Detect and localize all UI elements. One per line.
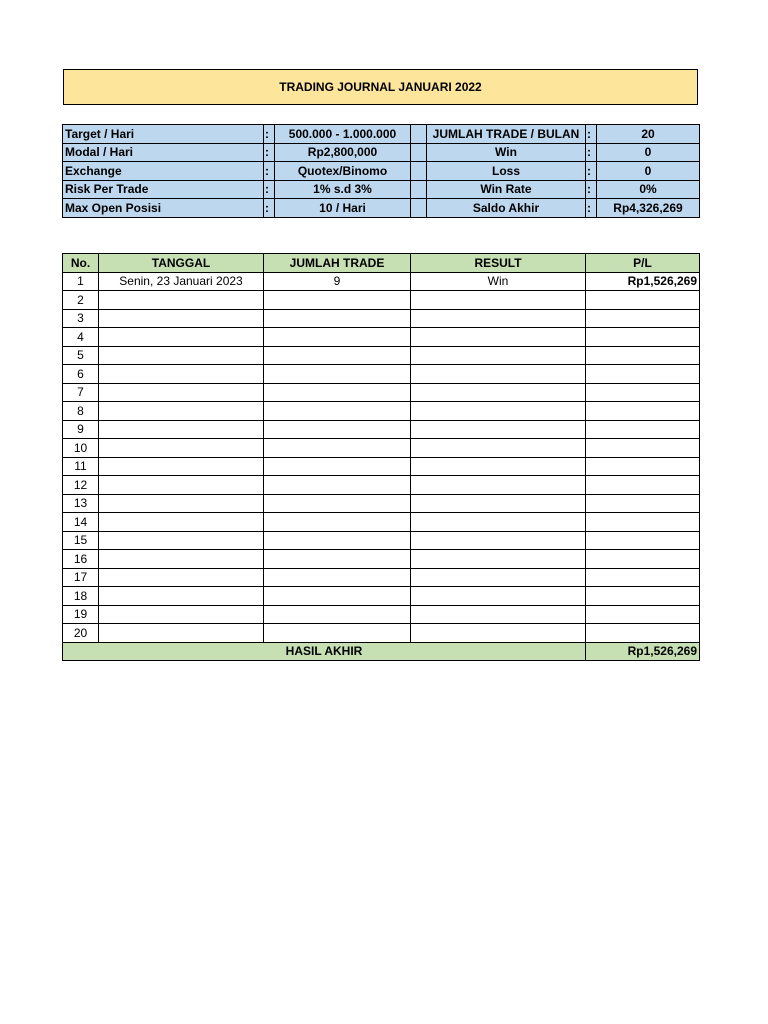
summary-table	[62, 124, 700, 218]
cell-result	[411, 568, 586, 587]
summary-stat-label: Win Rate	[427, 180, 586, 199]
table-row	[63, 291, 700, 310]
table-row	[63, 365, 700, 384]
header-no: No.	[63, 254, 99, 273]
cell-tanggal: Senin, 23 Januari 2023	[99, 272, 264, 291]
summary-stat-value: 0	[597, 143, 700, 162]
cell-no: 15	[63, 531, 99, 550]
cell-pl	[586, 291, 700, 310]
journal-title: TRADING JOURNAL JANUARI 2022	[63, 69, 698, 105]
cell-result	[411, 457, 586, 476]
cell-result	[411, 531, 586, 550]
cell-pl	[586, 365, 700, 384]
cell-jumlah-trade	[264, 494, 411, 513]
cell-jumlah-trade: 9	[264, 272, 411, 291]
cell-no: 11	[63, 457, 99, 476]
cell-result	[411, 383, 586, 402]
cell-jumlah-trade	[264, 402, 411, 421]
cell-jumlah-trade	[264, 346, 411, 365]
cell-tanggal	[99, 605, 264, 624]
cell-no: 6	[63, 365, 99, 384]
total-row	[63, 642, 700, 661]
cell-pl	[586, 402, 700, 421]
cell-no: 5	[63, 346, 99, 365]
cell-result	[411, 624, 586, 643]
table-row	[63, 402, 700, 421]
cell-pl	[586, 309, 700, 328]
cell-no: 1	[63, 272, 99, 291]
table-row	[63, 605, 700, 624]
table-row	[63, 513, 700, 532]
table-row	[63, 568, 700, 587]
cell-jumlah-trade	[264, 550, 411, 569]
summary-colon: :	[586, 125, 597, 144]
summary-row	[63, 180, 700, 199]
cell-pl	[586, 420, 700, 439]
summary-spacer	[411, 162, 427, 181]
header-tanggal: TANGGAL	[99, 254, 264, 273]
cell-pl	[586, 624, 700, 643]
summary-colon: :	[586, 143, 597, 162]
cell-pl	[586, 568, 700, 587]
summary-spacer	[411, 199, 427, 218]
cell-tanggal	[99, 568, 264, 587]
cell-no: 14	[63, 513, 99, 532]
cell-result	[411, 420, 586, 439]
summary-value: Quotex/Binomo	[275, 162, 411, 181]
cell-tanggal	[99, 383, 264, 402]
summary-colon: :	[264, 162, 275, 181]
cell-jumlah-trade	[264, 624, 411, 643]
summary-colon: :	[264, 143, 275, 162]
cell-jumlah-trade	[264, 457, 411, 476]
cell-jumlah-trade	[264, 568, 411, 587]
cell-result	[411, 346, 586, 365]
cell-tanggal	[99, 550, 264, 569]
cell-pl	[586, 550, 700, 569]
journal-header-row	[63, 254, 700, 273]
cell-jumlah-trade	[264, 365, 411, 384]
summary-spacer	[411, 143, 427, 162]
cell-no: 12	[63, 476, 99, 495]
journal-table	[62, 253, 700, 661]
summary-row	[63, 162, 700, 181]
summary-stat-value: Rp4,326,269	[597, 199, 700, 218]
cell-result	[411, 291, 586, 310]
cell-jumlah-trade	[264, 291, 411, 310]
cell-tanggal	[99, 439, 264, 458]
cell-pl	[586, 439, 700, 458]
cell-pl: Rp1,526,269	[586, 272, 700, 291]
summary-stat-value: 0%	[597, 180, 700, 199]
cell-jumlah-trade	[264, 439, 411, 458]
cell-jumlah-trade	[264, 309, 411, 328]
table-row	[63, 420, 700, 439]
cell-result	[411, 605, 586, 624]
cell-no: 9	[63, 420, 99, 439]
cell-pl	[586, 494, 700, 513]
table-row	[63, 494, 700, 513]
cell-tanggal	[99, 346, 264, 365]
summary-colon: :	[586, 180, 597, 199]
table-row	[63, 587, 700, 606]
summary-stat-value: 20	[597, 125, 700, 144]
summary-stat-value: 0	[597, 162, 700, 181]
total-label: HASIL AKHIR	[63, 642, 586, 661]
cell-jumlah-trade	[264, 420, 411, 439]
summary-stat-label: JUMLAH TRADE / BULAN	[427, 125, 586, 144]
cell-no: 19	[63, 605, 99, 624]
cell-pl	[586, 531, 700, 550]
cell-pl	[586, 513, 700, 532]
summary-label: Modal / Hari	[63, 143, 264, 162]
table-row	[63, 272, 700, 291]
cell-jumlah-trade	[264, 383, 411, 402]
cell-result	[411, 587, 586, 606]
summary-colon: :	[264, 180, 275, 199]
cell-pl	[586, 328, 700, 347]
table-row	[63, 624, 700, 643]
cell-pl	[586, 605, 700, 624]
cell-result	[411, 550, 586, 569]
cell-tanggal	[99, 494, 264, 513]
summary-colon: :	[264, 125, 275, 144]
cell-result	[411, 309, 586, 328]
cell-jumlah-trade	[264, 476, 411, 495]
table-row	[63, 346, 700, 365]
cell-tanggal	[99, 420, 264, 439]
cell-no: 4	[63, 328, 99, 347]
cell-tanggal	[99, 365, 264, 384]
cell-tanggal	[99, 513, 264, 532]
total-value: Rp1,526,269	[586, 642, 700, 661]
cell-pl	[586, 346, 700, 365]
cell-jumlah-trade	[264, 531, 411, 550]
cell-pl	[586, 457, 700, 476]
cell-no: 10	[63, 439, 99, 458]
cell-result	[411, 328, 586, 347]
summary-colon: :	[264, 199, 275, 218]
summary-stat-label: Win	[427, 143, 586, 162]
cell-result	[411, 365, 586, 384]
summary-label: Max Open Posisi	[63, 199, 264, 218]
cell-tanggal	[99, 476, 264, 495]
cell-tanggal	[99, 402, 264, 421]
cell-no: 16	[63, 550, 99, 569]
cell-jumlah-trade	[264, 328, 411, 347]
table-row	[63, 476, 700, 495]
cell-pl	[586, 383, 700, 402]
summary-colon: :	[586, 162, 597, 181]
table-row	[63, 309, 700, 328]
table-row	[63, 457, 700, 476]
summary-value: Rp2,800,000	[275, 143, 411, 162]
cell-jumlah-trade	[264, 587, 411, 606]
summary-stat-label: Loss	[427, 162, 586, 181]
cell-pl	[586, 587, 700, 606]
table-row	[63, 439, 700, 458]
summary-row	[63, 125, 700, 144]
cell-tanggal	[99, 587, 264, 606]
cell-tanggal	[99, 291, 264, 310]
cell-result	[411, 402, 586, 421]
header-jumlah-trade: JUMLAH TRADE	[264, 254, 411, 273]
cell-no: 8	[63, 402, 99, 421]
summary-row	[63, 199, 700, 218]
summary-label: Target / Hari	[63, 125, 264, 144]
cell-tanggal	[99, 328, 264, 347]
summary-value: 10 / Hari	[275, 199, 411, 218]
summary-colon: :	[586, 199, 597, 218]
cell-result	[411, 476, 586, 495]
header-pl: P/L	[586, 254, 700, 273]
cell-pl	[586, 476, 700, 495]
cell-jumlah-trade	[264, 605, 411, 624]
cell-result	[411, 494, 586, 513]
cell-no: 3	[63, 309, 99, 328]
table-row	[63, 328, 700, 347]
summary-stat-label: Saldo Akhir	[427, 199, 586, 218]
cell-result	[411, 439, 586, 458]
summary-spacer	[411, 180, 427, 199]
summary-value: 500.000 - 1.000.000	[275, 125, 411, 144]
cell-result	[411, 513, 586, 532]
summary-label: Risk Per Trade	[63, 180, 264, 199]
summary-value: 1% s.d 3%	[275, 180, 411, 199]
table-row	[63, 550, 700, 569]
table-row	[63, 531, 700, 550]
cell-no: 13	[63, 494, 99, 513]
cell-no: 17	[63, 568, 99, 587]
cell-no: 20	[63, 624, 99, 643]
cell-tanggal	[99, 457, 264, 476]
cell-no: 7	[63, 383, 99, 402]
cell-tanggal	[99, 624, 264, 643]
summary-spacer	[411, 125, 427, 144]
cell-result: Win	[411, 272, 586, 291]
cell-no: 2	[63, 291, 99, 310]
summary-row	[63, 143, 700, 162]
cell-tanggal	[99, 531, 264, 550]
cell-tanggal	[99, 309, 264, 328]
cell-jumlah-trade	[264, 513, 411, 532]
table-row	[63, 383, 700, 402]
cell-no: 18	[63, 587, 99, 606]
summary-label: Exchange	[63, 162, 264, 181]
header-result: RESULT	[411, 254, 586, 273]
